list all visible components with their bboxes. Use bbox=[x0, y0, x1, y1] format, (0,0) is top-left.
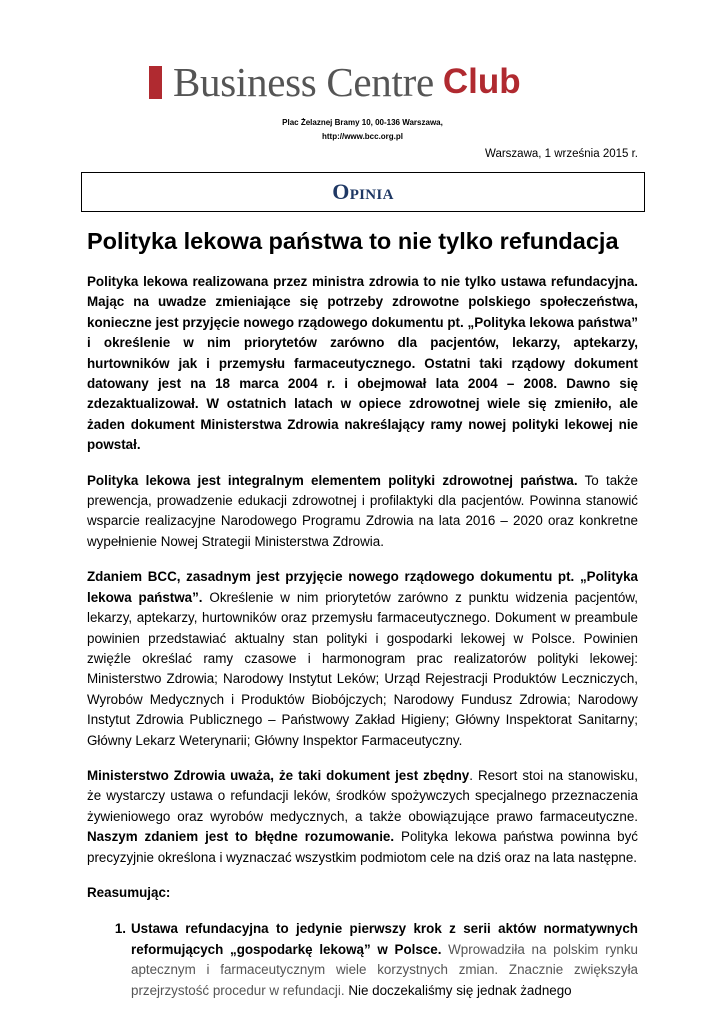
p2-bold: Polityka lekowa jest integralnym elementem polityki zdrowotnej państwa. bbox=[87, 472, 578, 488]
p3-text: Określenie w nim priorytetów zarówno z punktu widzenia pacjentów, lekarzy, aptekarzy, hurtowników oraz przemysłu farmaceutycznego. Dokument w preambule powinien przedstawiać aktualny stan polityki i gospodarki lekowej w Polsce. Powinien zwięźle określać ramy czasowe i harmonogram prac realizatorów polityki lekowej: Ministerstwo Zdrowia; Narodowy Instytut Leków; Urząd Rejestracji Produktów Leczniczych, Wyrobów Medycznych i Produktów Biobójczych; Narodowy Fundusz Zdrowia; Narodowy Instytut Zdrowia Publicznego – Państwowy Zakład Higieny; Główny Inspektorat Sanitarny; Główny Lekarz Weterynarii; Główny Inspektor Farmaceutyczny. bbox=[87, 589, 639, 748]
lead-text: Polityka lekowa realizowana przez ministra zdrowia to nie tylko ustawa refundacyjna. Mając na uwadze zmieniające się potrzeby zdrowotne polskiego społeczeństwa, konieczne jest przyjęcie nowego rządowego dokumentu pt. „Polityka lekowa państwa” i określenie w nim priorytetów zarówno dla pacjentów, lekarzy, aptekarzy, hurtowników jak i przemysłu farmaceutycznego. Ostatni taki rządowy dokument datowany jest na 18 marca 2004 r. i obejmował lata 2004 – 2008. Dawno się zdezaktualizował. W ostatnich latach w opiece zdrowotnej wiele się zmieniło, ale żaden dokument Ministerstwa Zdrowia nakreślający ramy nowej polityki lekowej nie powstał. bbox=[87, 274, 638, 453]
summary-heading bbox=[87, 883, 638, 903]
paragraph-2 bbox=[87, 471, 638, 553]
p4-bold-2: Naszym zdaniem jest to błędne rozumowanie. bbox=[87, 829, 395, 845]
document-title: Polityka lekowa państwa to nie tylko refundacja bbox=[87, 228, 619, 254]
list-bold: Ustawa refundacyjna to jedynie pierwszy krok z serii aktów normatywnych reformujących „gospodarkę lekową” w Polsce. bbox=[131, 921, 638, 957]
logo-club-text: Club bbox=[442, 62, 521, 101]
paragraph-3 bbox=[87, 567, 638, 751]
p4-bold: Ministerstwo Zdrowia uważa, że taki dokument jest zbędny bbox=[87, 767, 470, 783]
list-rest: Nie doczekaliśmy się jednak żadnego bbox=[344, 982, 572, 998]
opinion-banner bbox=[81, 172, 645, 212]
paragraph-4 bbox=[87, 766, 638, 868]
address-line: Plac Żelaznej Bramy 10, 00-136 Warszawa, bbox=[282, 118, 443, 127]
paragraph-lead bbox=[87, 272, 638, 456]
p3-bold: Zdaniem BCC, zasadnym jest przyjęcie nowego rządowego dokumentu pt. „Polityka lekowa państwa”. bbox=[87, 569, 638, 605]
p2-text: To także prewencja, prowadzenie edukacji zdrowotnej i profilaktyki dla pacjentów. Powinna stanowić wsparcie realizacyjne Narodowego Programu Zdrowia na lata 2016 – 2020 oraz konkretne wypełnienie Nowej Strategii Ministerstwa Zdrowia. bbox=[87, 472, 638, 549]
summary-list bbox=[87, 919, 638, 1001]
logo-mark bbox=[149, 66, 162, 99]
list-text bbox=[131, 919, 638, 1001]
document-date: Warszawa, 1 września 2015 r. bbox=[485, 148, 638, 160]
document-body bbox=[87, 272, 638, 1001]
p4-text-end: Polityka lekowa państwa powinna być precyzyjnie określona i wyznaczać wszystkim podmiotom cele na dziś oraz na lata następne. bbox=[87, 829, 638, 865]
bcc-logo bbox=[149, 59, 521, 105]
summary-label: Reasumując: bbox=[87, 884, 171, 900]
opinion-label: Opinia bbox=[332, 179, 394, 204]
list-gray: Wprowadziła na polskim rynku aptecznym i farmaceutycznym wiele korzystnych zmian. Znacznie zwiększyła przejrzystość procedur w refundacji. bbox=[131, 941, 639, 998]
p4-text: . Resort stoi na stanowisku, że wystarczy ustawa o refundacji leków, środków spożywczych specjalnego przeznaczenia żywieniowego oraz wyrobów medycznych, a także obowiązujące prawo farmaceutyczne. bbox=[87, 767, 638, 824]
website-link[interactable]: http://www.bcc.org.pl bbox=[321, 132, 404, 141]
list-number: 1. bbox=[114, 921, 126, 937]
logo-text: Business Centre bbox=[173, 59, 434, 105]
list-item bbox=[87, 919, 638, 1001]
